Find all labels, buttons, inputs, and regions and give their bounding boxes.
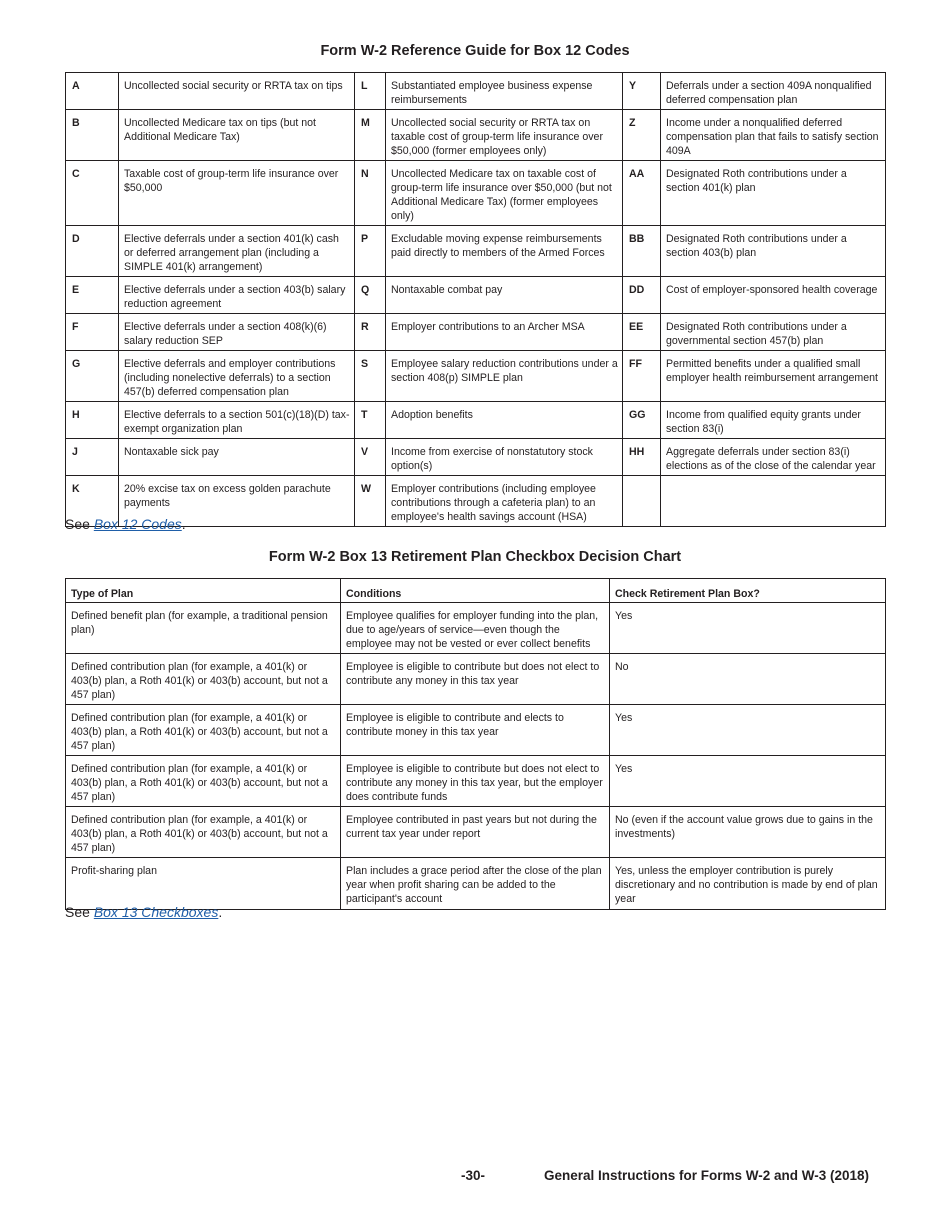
box12-code-cell: J	[66, 439, 119, 476]
plan-type-cell: Defined benefit plan (for example, a traditional pension plan)	[66, 603, 341, 654]
box12-code-cell: L	[355, 73, 386, 110]
box12-description-cell: Income from qualified equity grants under section 83(i)	[661, 402, 886, 439]
box12-description-cell: Adoption benefits	[386, 402, 623, 439]
box12-code-cell: C	[66, 161, 119, 226]
box12-description-cell: Permitted benefits under a qualified small employer health reimbursement arrangement	[661, 351, 886, 402]
box12-description-cell: 20% excise tax on excess golden parachute payments	[119, 476, 355, 527]
box12-code-cell: E	[66, 277, 119, 314]
box12-code-cell: T	[355, 402, 386, 439]
footer-document-title: General Instructions for Forms W-2 and W-3 (2018)	[544, 1168, 870, 1183]
conditions-cell: Employee contributed in past years but not during the current tax year under report	[341, 807, 610, 858]
box12-description-cell: Income from exercise of nonstatutory stock option(s)	[386, 439, 623, 476]
box12-description-cell	[661, 476, 886, 527]
box12-code-cell: FF	[623, 351, 661, 402]
box12-description-cell: Employee salary reduction contributions under a section 408(p) SIMPLE plan	[386, 351, 623, 402]
check-box-answer-cell: Yes	[610, 756, 886, 807]
conditions-cell: Employee is eligible to contribute but does not elect to contribute any money in this tax year, but the employer does contribute funds	[341, 756, 610, 807]
box12-code-cell: DD	[623, 277, 661, 314]
box12-code-cell: Z	[623, 110, 661, 161]
box12-description-cell: Nontaxable sick pay	[119, 439, 355, 476]
box12-code-cell: F	[66, 314, 119, 351]
check-box-answer-cell: Yes, unless the employer contribution is purely discretionary and no contribution is made by end of plan year	[610, 858, 886, 910]
box13-see-note: See Box 13 Checkboxes.	[65, 904, 223, 920]
conditions-cell: Plan includes a grace period after the close of the plan year when profit sharing can be added to the participant's account	[341, 858, 610, 910]
page-number: -30-	[461, 1168, 486, 1183]
box12-code-cell: N	[355, 161, 386, 226]
box12-code-cell: V	[355, 439, 386, 476]
box12-code-cell: P	[355, 226, 386, 277]
box12-see-note: See Box 12 Codes.	[65, 516, 186, 532]
box12-code-cell: D	[66, 226, 119, 277]
box13-checkboxes-link[interactable]: Box 13 Checkboxes	[93, 904, 219, 920]
table-row	[66, 161, 886, 226]
box12-code-cell	[623, 476, 661, 527]
box12-code-cell: B	[66, 110, 119, 161]
box12-code-cell: H	[66, 402, 119, 439]
plan-type-cell: Defined contribution plan (for example, a 401(k) or 403(b) plan, a Roth 401(k) or 403(b) account, but not a 457 plan)	[66, 756, 341, 807]
box13-table-title: Form W-2 Box 13 Retirement Plan Checkbox Decision Chart	[268, 549, 682, 565]
box12-codes-link[interactable]: Box 12 Codes	[93, 516, 182, 532]
box12-code-cell: HH	[623, 439, 661, 476]
box12-code-cell: A	[66, 73, 119, 110]
table-row	[66, 705, 886, 756]
plan-type-cell: Defined contribution plan (for example, a 401(k) or 403(b) plan, a Roth 401(k) or 403(b) account, but not a 457 plan)	[66, 705, 341, 756]
box12-description-cell: Substantiated employee business expense reimbursements	[386, 73, 623, 110]
box12-code-cell: GG	[623, 402, 661, 439]
conditions-cell: Employee is eligible to contribute but does not elect to contribute any money in this tax year	[341, 654, 610, 705]
box12-description-cell: Cost of employer-sponsored health coverage	[661, 277, 886, 314]
box12-description-cell: Income under a nonqualified deferred compensation plan that fails to satisfy section 409A	[661, 110, 886, 161]
column-header-check-box: Check Retirement Plan Box?	[610, 579, 886, 603]
box12-code-cell: Q	[355, 277, 386, 314]
box12-code-cell: K	[66, 476, 119, 527]
table-row	[66, 654, 886, 705]
column-header-type-of-plan: Type of Plan	[66, 579, 341, 603]
plan-type-cell: Defined contribution plan (for example, a 401(k) or 403(b) plan, a Roth 401(k) or 403(b) account, but not a 457 plan)	[66, 807, 341, 858]
box12-description-cell: Elective deferrals under a section 403(b) salary reduction agreement	[119, 277, 355, 314]
table-row	[66, 756, 886, 807]
table-row	[66, 439, 886, 476]
check-box-answer-cell: Yes	[610, 705, 886, 756]
box12-description-cell: Elective deferrals under a section 401(k) cash or deferred arrangement plan (including a SIMPLE 401(k) arrangement)	[119, 226, 355, 277]
box12-code-cell: G	[66, 351, 119, 402]
table-row	[66, 314, 886, 351]
table-row	[66, 476, 886, 527]
box12-description-cell: Designated Roth contributions under a section 403(b) plan	[661, 226, 886, 277]
box12-code-cell: EE	[623, 314, 661, 351]
conditions-cell: Employee qualifies for employer funding into the plan, due to age/years of service—even though the employee may not be vested or ever collect benefits	[341, 603, 610, 654]
box12-description-cell: Elective deferrals and employer contributions (including nonelective deferrals) to a section 457(b) deferred compensation plan	[119, 351, 355, 402]
box12-description-cell: Excludable moving expense reimbursements paid directly to members of the Armed Forces	[386, 226, 623, 277]
box13-decision-table	[65, 578, 886, 910]
box12-description-cell: Deferrals under a section 409A nonqualified deferred compensation plan	[661, 73, 886, 110]
box12-code-cell: Y	[623, 73, 661, 110]
column-header-conditions: Conditions	[341, 579, 610, 603]
box12-description-cell: Elective deferrals to a section 501(c)(18)(D) tax-exempt organization plan	[119, 402, 355, 439]
box12-code-cell: AA	[623, 161, 661, 226]
box12-codes-table	[65, 72, 886, 527]
box12-code-cell: M	[355, 110, 386, 161]
table-row	[66, 807, 886, 858]
box12-description-cell: Elective deferrals under a section 408(k)(6) salary reduction SEP	[119, 314, 355, 351]
table-row	[66, 351, 886, 402]
box12-description-cell: Designated Roth contributions under a section 401(k) plan	[661, 161, 886, 226]
box12-description-cell: Uncollected social security or RRTA tax on tips	[119, 73, 355, 110]
box12-description-cell: Nontaxable combat pay	[386, 277, 623, 314]
table-row	[66, 110, 886, 161]
box12-description-cell: Employer contributions (including employee contributions through a cafeteria plan) to an employee's health savings account (HSA)	[386, 476, 623, 527]
check-box-answer-cell: No (even if the account value grows due to gains in the investments)	[610, 807, 886, 858]
box12-description-cell: Uncollected social security or RRTA tax on taxable cost of group-term life insurance over $50,000 (former employees only)	[386, 110, 623, 161]
table-header-row	[66, 579, 886, 603]
box12-description-cell: Aggregate deferrals under section 83(i) elections as of the close of the calendar year	[661, 439, 886, 476]
table-row	[66, 858, 886, 910]
box12-description-cell: Uncollected Medicare tax on tips (but not Additional Medicare Tax)	[119, 110, 355, 161]
box12-description-cell: Employer contributions to an Archer MSA	[386, 314, 623, 351]
table-row	[66, 402, 886, 439]
box12-code-cell: BB	[623, 226, 661, 277]
box12-description-cell: Uncollected Medicare tax on taxable cost of group-term life insurance over $50,000 (but not Additional Medicare Tax) (former employees only)	[386, 161, 623, 226]
check-box-answer-cell: Yes	[610, 603, 886, 654]
plan-type-cell: Profit-sharing plan	[66, 858, 341, 910]
box12-description-cell: Designated Roth contributions under a governmental section 457(b) plan	[661, 314, 886, 351]
box12-code-cell: R	[355, 314, 386, 351]
table-row	[66, 226, 886, 277]
table-row	[66, 603, 886, 654]
conditions-cell: Employee is eligible to contribute and elects to contribute money in this tax year	[341, 705, 610, 756]
box12-table-title: Form W-2 Reference Guide for Box 12 Codes	[320, 43, 630, 59]
plan-type-cell: Defined contribution plan (for example, a 401(k) or 403(b) plan, a Roth 401(k) or 403(b) account, but not a 457 plan)	[66, 654, 341, 705]
box12-code-cell: W	[355, 476, 386, 527]
box12-description-cell: Taxable cost of group-term life insurance over $50,000	[119, 161, 355, 226]
table-row	[66, 73, 886, 110]
check-box-answer-cell: No	[610, 654, 886, 705]
table-row	[66, 277, 886, 314]
box12-code-cell: S	[355, 351, 386, 402]
